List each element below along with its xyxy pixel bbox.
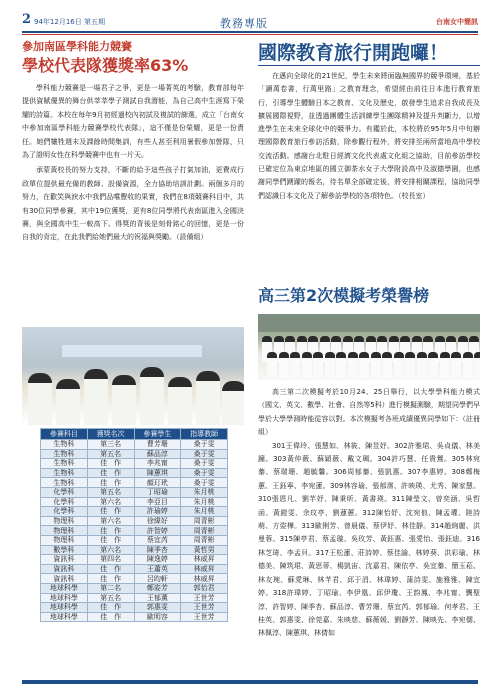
photo-person (394, 352, 404, 378)
photo-person (463, 352, 473, 378)
table-cell: 地球科學 (41, 593, 88, 603)
photo-person (290, 352, 300, 378)
table-cell: 桑于雯 (181, 478, 228, 488)
footer-rule (22, 680, 478, 684)
table-row (41, 440, 228, 450)
table-cell: 生物科 (41, 440, 88, 450)
table-cell: 許智婷 (134, 526, 181, 536)
table-row (41, 555, 228, 565)
photo-person (417, 352, 427, 378)
table-cell: 第六名 (87, 497, 134, 507)
photo-person (474, 352, 480, 378)
table-cell: 佳 作 (87, 603, 134, 613)
table-cell: 郭惠雯 (134, 603, 181, 613)
honor-body (258, 386, 480, 641)
table-cell: 陳季杏 (134, 545, 181, 555)
table-row (41, 545, 228, 555)
table-row (41, 564, 228, 574)
table-cell: 王蕭英 (134, 564, 181, 574)
table-cell: 陳蕙琪 (134, 468, 181, 478)
table-row (41, 535, 228, 545)
table-cell: 王郁薰 (134, 593, 181, 603)
honor-list: 301王偉玲、張慧如、林筱、陳昱妤。302許雅珺、吳貞儀、林美鐘。303黃仲薇、蘇穎薇、戴文珮。304許巧慧、任貴鶯。305林宛蓁、蔡瑞珊、趙毓馨。306周郁蓁、張凱惠。307李惠婷。308鄭梅蕙、王鈺寧、李宛蓮。309林容瑜、張郁霈、許映瑛、尤秀、陳家慧。310張恩凡、劉芊妤、陳秉昕、黃書瑛。311陳瑩文、曾奕涵、吳哲函、黃鐙雯、余玟亭、劉蓮蕙。312陳怡妤、沈宛俍、陳孟瓘、陸詩萌、方姿樺。313歐俐芳、曾晨儀、蔡伊妤、林佳靜。314趙絢麗、洪曼蓉。315陳亭君、蔡孟璇、吳玫芳、黃鈺惠、張愛怡、張鈺迪。316林芝琦、李孟貝。317王松蓮、莊詩婷、蔡佳諭、林婷葵、洪彩瑜、林德美、陳筑珺、黃思蒂、楊凱宙、沈嘉君、陳依亭、吳宜蓁、簡玉菘、林友琬、蘇愛琳、林芊君、邱于涓、林瑋婷、蒲詩雯、施雅雅、陳宜婷。318許瑋婷、丁昭瑜、李伊凰、邱伊瓊、王韵鳳、李兆甯、龔聖淳、許智婷、陳季杏、蘇品淳、曹芳珊、蔡宜芮、郭郁瑜、何孝君、王桂英、郭惠雯、徐莞嘉、朱映慈、蘇薇媛、劉靜芳、陳映先、李宛儒、林佩淳、陳蕙琪、林倩如 (258, 441, 480, 638)
table-row (41, 574, 228, 584)
photo-banner (62, 345, 202, 357)
table-row (41, 507, 228, 517)
table-cell: 資訊科 (41, 574, 88, 584)
table-cell: 桑于雯 (181, 468, 228, 478)
table-header: 參賽科目 (41, 429, 88, 440)
table-cell: 周青彬 (181, 516, 228, 526)
table-cell: 陳逸婷 (134, 555, 181, 565)
table-cell: 丁昭瑜 (134, 487, 181, 497)
photo-person (222, 381, 244, 425)
table-row (41, 449, 228, 459)
table-cell: 佳 作 (87, 526, 134, 536)
table-cell: 歐明容 (134, 612, 181, 622)
issue-date: 94年12月16日 第五期 (34, 18, 105, 26)
table-cell: 林威昇 (181, 574, 228, 584)
honor-title: 高三第2次模擬考榮譽榜 (258, 286, 430, 305)
page-number: 2 (22, 12, 32, 27)
header-rule (22, 31, 478, 33)
table-cell: 呂昀軒 (134, 574, 181, 584)
table-cell: 地球科學 (41, 612, 88, 622)
photo-person (196, 371, 220, 425)
photo-person (313, 352, 323, 378)
photo-person (428, 352, 438, 378)
table-cell: 數學科 (41, 545, 88, 555)
table-cell: 徐緯好 (134, 516, 181, 526)
photo-person (359, 352, 369, 378)
table-cell: 桑于雯 (181, 440, 228, 450)
page-header (22, 14, 478, 34)
table-row (41, 603, 228, 613)
table-cell: 鄭姿芳 (134, 583, 181, 593)
table-cell: 佳 作 (87, 574, 134, 584)
table-cell: 佳 作 (87, 564, 134, 574)
table-row (41, 497, 228, 507)
table-cell: 生物科 (41, 478, 88, 488)
table-cell: 李亞目 (134, 497, 181, 507)
table-cell: 林威昇 (181, 555, 228, 565)
team-photo (22, 327, 244, 425)
table-cell: 第二名 (87, 583, 134, 593)
table-cell: 黃哲男 (181, 545, 228, 555)
table-cell: 許瑜婷 (134, 507, 181, 517)
table-row (41, 593, 228, 603)
table-row (41, 487, 228, 497)
photo-person (279, 352, 289, 378)
table-header: 指導教師 (181, 429, 228, 440)
photo-person (28, 373, 52, 425)
table-cell: 生物科 (41, 459, 88, 469)
table-cell: 物理科 (41, 535, 88, 545)
table-cell: 蔡宜芮 (134, 535, 181, 545)
table-cell: 朱月桃 (181, 497, 228, 507)
section-title: 教務專版 (220, 17, 268, 30)
table-cell: 朱月桃 (181, 487, 228, 497)
travel-body (258, 70, 480, 203)
table-header: 獲獎名次 (87, 429, 134, 440)
honor-paragraph: 高三第二次模擬考於10月24、25日舉行，以大學學科能力模式（國文、英文、數學、社會、自然等5科）進行模擬測驗，期望同學們早學於大學學測時能從容以對。本次模擬考各班成績優異同學如下：（註冊組） (258, 388, 480, 437)
photo-person (84, 369, 108, 425)
table-cell: 桑于雯 (181, 459, 228, 469)
table-cell: 郭怡君 (181, 583, 228, 593)
photo-person (140, 367, 164, 425)
table-row (41, 459, 228, 469)
table-cell: 生物科 (41, 468, 88, 478)
photo-person (451, 352, 461, 378)
table-cell: 化學科 (41, 507, 88, 517)
article-paragraph: 承蒙黃校長的努力支持，不斷的給予這些孩子打氣加油，更費成行政單位提供最充備的教師、設備資源，全力協助培訓計劃。兩個多月的努力，在歡笑與淚水中我們品嚐豐收的果實，我們在8項競賽科目中，共有30位同學參賽，其中19位獲獎，更有8位同學將代表南區進入全國決賽，與全國高中生一較高下。得獎的背後是刻骨銘心的回憶，更是一份自我的肯定，在此我們給她們最大的祝福與獎勵。（設備組） (22, 166, 244, 242)
table-row (41, 516, 228, 526)
table-cell: 第四名 (87, 555, 134, 565)
table-cell: 王世芳 (181, 612, 228, 622)
table-cell: 佳 作 (87, 468, 134, 478)
table-cell: 佳 作 (87, 478, 134, 488)
table-cell: 李兆甯 (134, 459, 181, 469)
table-cell: 化學科 (41, 497, 88, 507)
table-cell: 資訊科 (41, 564, 88, 574)
travel-paragraph: 在邁向全球化的21世紀，學生未來將面臨無國界的競爭環境，基於「讀萬卷書，行萬里路」之教育理念，希望經由前往日本進行教育旅行，引導學生體驗日本之教育、文化及歷史，啟發學生追求自我成長及擴展國際視野，並透過團體生活訓練學生團隊精神及提升判斷力，以增進學生在未來全球化中的競爭力。有鑑於此，本校將於95年5月中旬辦理國際教育旅行參訪活動，除參觀行程外，將安排至兩所當地高中學校交流活動。感謝台北駐日經濟文化代表處文化組之協助，目前參訪學校已確定位為東京地區的國立御茶水女子大學附設高中及淑德學園，也感謝同學們踴躍的報名，待名單全部確定後，將安排相關課程，協助同學們認識日本文化及了解參訪學校的各項特色。（校長室） (258, 72, 480, 200)
travel-title: 國際教育旅行開跑囉！ (258, 40, 480, 66)
table-cell: 第五名 (87, 593, 134, 603)
article-paragraph: 學科能力競賽是一場君子之爭，更是一場菁英的考驗，教育部每年提供資賦優異的舞台供莘莘學子測試自我潛能，為自己高中生涯寫下榮耀的詩篇。本校在每年9月初經過校內初試及複試的篩選，成立「台南女中參加南區學科能力競賽學校代表隊」，這不僅是份榮耀，更是一份責任。她們犧牲週末及課餘時間集訓，有些人甚至利用暑假參加營隊，只為了證明女性在科學競賽中也有一片天。 (22, 84, 244, 160)
table-cell: 朱月桃 (181, 507, 228, 517)
table-cell: 顏玎玳 (134, 478, 181, 488)
table-cell: 周青彬 (181, 535, 228, 545)
table-cell: 地球科學 (41, 583, 88, 593)
photo-person (112, 375, 136, 425)
table-cell: 第六名 (87, 545, 134, 555)
table-row (41, 526, 228, 536)
class-photo (258, 314, 480, 380)
table-cell: 佳 作 (87, 612, 134, 622)
photo-person (382, 352, 392, 378)
table-cell: 佳 作 (87, 535, 134, 545)
competition-article (22, 40, 244, 245)
paper-name: 台南女中簡訊 (436, 18, 478, 26)
awards-table-body (41, 440, 228, 622)
table-cell: 第三名 (87, 440, 134, 450)
photo-person (302, 352, 312, 378)
table-cell: 地球科學 (41, 603, 88, 613)
photo-person (336, 352, 346, 378)
table-row (41, 478, 228, 488)
table-cell: 第六名 (87, 516, 134, 526)
table-cell: 佳 作 (87, 459, 134, 469)
photo-person (267, 352, 277, 378)
table-cell: 桑于雯 (181, 449, 228, 459)
photo-building (258, 314, 480, 332)
table-row (41, 612, 228, 622)
table-cell: 王世芳 (181, 603, 228, 613)
article-subtitle: 參加南區學科能力競賽 (22, 40, 132, 53)
table-cell: 化學科 (41, 487, 88, 497)
table-cell: 蘇品淳 (134, 449, 181, 459)
table-cell: 林威昇 (181, 564, 228, 574)
table-cell: 資訊科 (41, 555, 88, 565)
table-cell: 第五名 (87, 487, 134, 497)
article-body (22, 82, 244, 245)
table-row (41, 468, 228, 478)
table-cell: 佳 作 (87, 507, 134, 517)
table-header: 參賽學生 (134, 429, 181, 440)
table-cell: 曹芳珊 (134, 440, 181, 450)
table-cell: 物理科 (41, 526, 88, 536)
travel-article (258, 40, 480, 203)
photo-person (405, 352, 415, 378)
photo-person (56, 379, 80, 425)
article-title: 學校代表隊獲獎率63% (22, 56, 189, 75)
header-rule-accent (22, 34, 478, 35)
photo-person (348, 352, 358, 378)
table-cell: 第五名 (87, 449, 134, 459)
table-header-row (41, 429, 228, 440)
table-row (41, 583, 228, 593)
table-cell: 王世芳 (181, 593, 228, 603)
table-cell: 生物科 (41, 449, 88, 459)
awards-table (40, 428, 228, 622)
photo-person (371, 352, 381, 378)
photo-person (168, 377, 192, 425)
table-cell: 周青彬 (181, 526, 228, 536)
photo-person (325, 352, 335, 378)
table-cell: 物理科 (41, 516, 88, 526)
photo-person (440, 352, 450, 378)
